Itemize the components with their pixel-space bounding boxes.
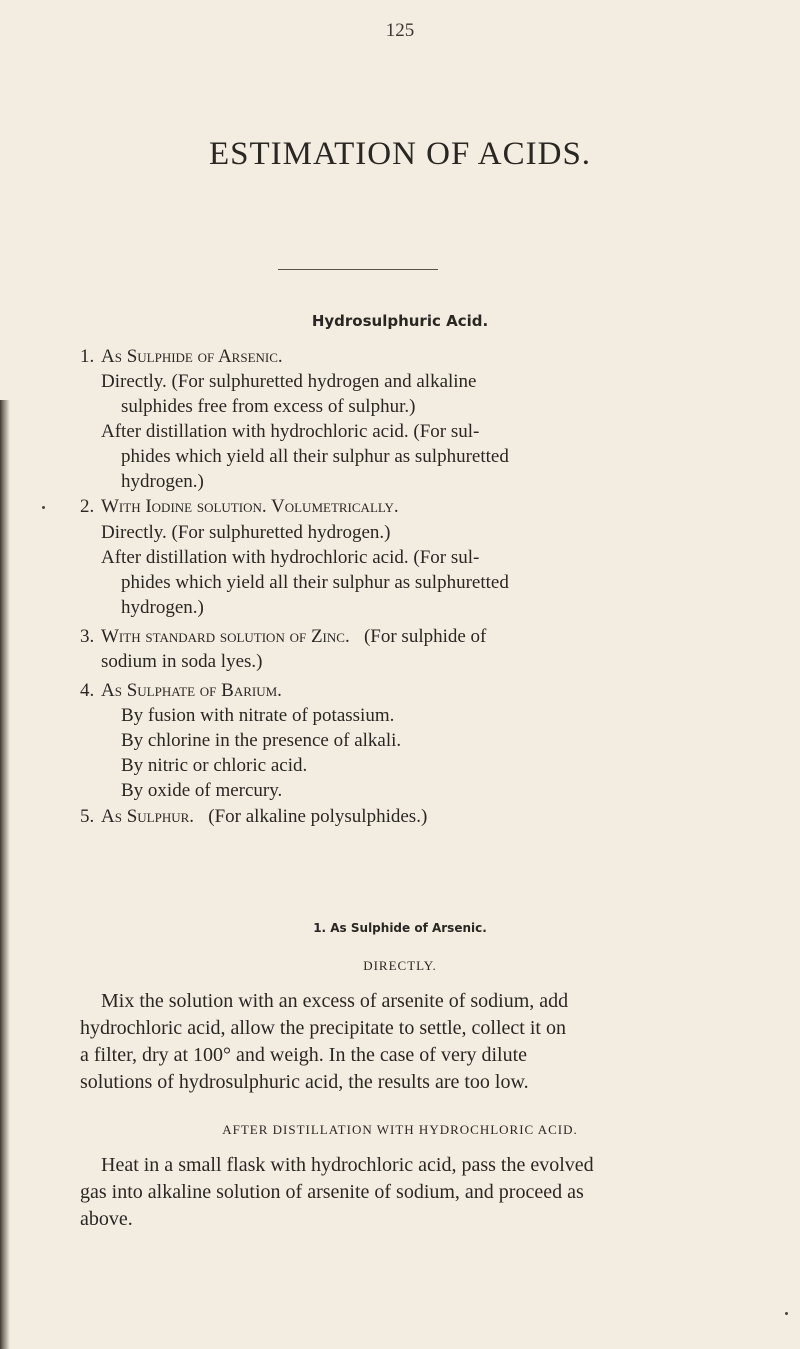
outline-head-2: With Iodine solution. Volumetrically. (101, 496, 399, 517)
outline-line: hydrogen.) (121, 597, 204, 618)
outline-line: By oxide of mercury. (121, 780, 283, 801)
outline-number-4: 4. (80, 680, 95, 701)
section1-heading: 1. As Sulphide of Arsenic. (313, 921, 487, 935)
outline-line: phides which yield all their sulphur as sulphuretted (121, 446, 509, 467)
page-title: ESTIMATION OF ACIDS. (208, 136, 592, 172)
outline-number-5: 5. (80, 806, 95, 827)
outline-head-4: As Sulphate of Barium. (101, 680, 282, 701)
outline-number-1: 1. (80, 346, 95, 367)
outline-line: By fusion with nitrate of potassium. (121, 705, 395, 726)
outline-head-1: As Sulphide of Arsenic. (101, 346, 283, 367)
outline-line: phides which yield all their sulphur as sulphuretted (121, 572, 509, 593)
title-rule (278, 269, 438, 270)
outline-line: Directly. (For sulphuretted hydrogen and alkaline (101, 371, 477, 392)
outline-head-3 (101, 627, 486, 646)
outline-head-5-text: As Sulphur. (101, 806, 195, 827)
outline-number-2: 2. (80, 496, 95, 517)
paragraph-line: gas into alkaline solution of arsenite of sodium, and proceed as (80, 1181, 584, 1203)
paragraph-line: Mix the solution with an excess of arsenite of sodium, add (101, 990, 569, 1012)
outline-head-5 (101, 807, 427, 826)
outline-line: After distillation with hydrochloric acid. (For sul- (101, 547, 480, 568)
section1-subheading: DIRECTLY. (363, 958, 437, 973)
section-heading: Hydrosulphuric Acid. (311, 312, 489, 330)
outline-head-3-text: With standard solution of Zinc. (101, 626, 350, 647)
page-number: 125 (385, 20, 415, 41)
print-speck (785, 1312, 788, 1315)
outline-head-5-note: (For alkaline polysulphides.) (194, 806, 428, 827)
outline-line: By chlorine in the presence of alkali. (121, 730, 402, 751)
outline-line: Directly. (For sulphuretted hydrogen.) (101, 522, 391, 543)
binding-edge-shadow (0, 400, 10, 1349)
outline-line: sodium in soda lyes.) (101, 651, 263, 672)
outline-line: hydrogen.) (121, 471, 204, 492)
paragraph-line: a filter, dry at 100° and weigh. In the case of very dilute (80, 1044, 528, 1066)
paragraph-line: above. (80, 1208, 133, 1230)
print-speck (42, 506, 45, 509)
paragraph-line: solutions of hydrosulphuric acid, the results are too low. (80, 1071, 529, 1093)
outline-line: By nitric or chloric acid. (121, 755, 308, 776)
outline-head-3-note: (For sulphide of (349, 626, 487, 647)
outline-number-3: 3. (80, 626, 95, 647)
paragraph-line: hydrochloric acid, allow the precipitate to settle, collect it on (80, 1017, 566, 1039)
outline-line: After distillation with hydrochloric acid. (For sul- (101, 421, 480, 442)
outline-line: sulphides free from excess of sulphur.) (121, 396, 416, 417)
paragraph-line: Heat in a small flask with hydrochloric acid, pass the evolved (101, 1154, 594, 1176)
section2-subheading: AFTER DISTILLATION WITH HYDROCHLORIC ACID. (222, 1122, 578, 1137)
